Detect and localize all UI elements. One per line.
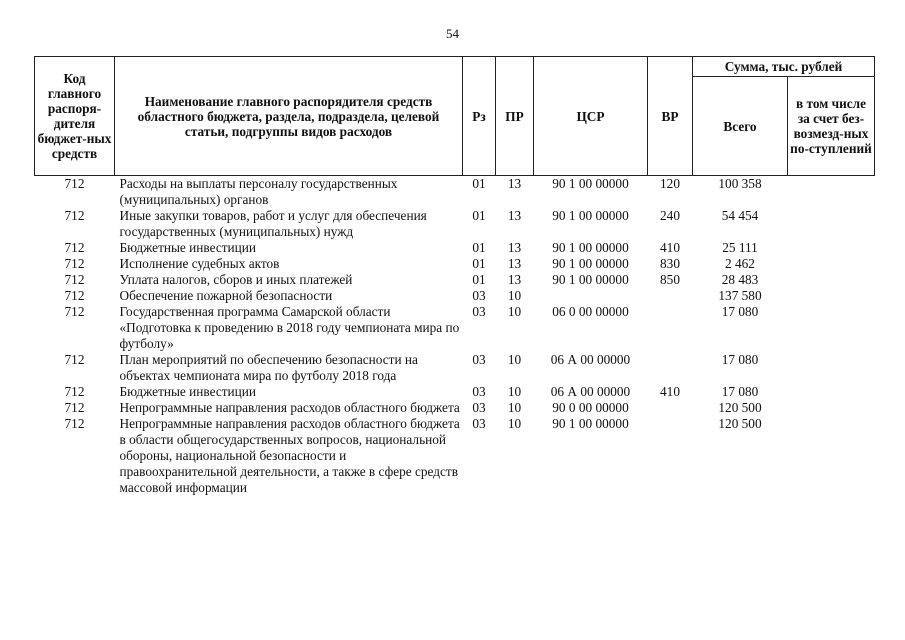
header-name: Наименование главного распорядителя средств областного бюджета, раздела, подраздела, целевой статьи, подгруппы видов расходов	[115, 57, 463, 176]
budget-table	[34, 56, 875, 496]
cell-vr	[648, 288, 693, 304]
cell-code: 712	[64, 256, 85, 271]
cell-rz: 01	[472, 272, 486, 287]
cell-vr: 410	[660, 240, 680, 255]
table-row	[35, 288, 875, 304]
cell-incl	[788, 384, 875, 400]
cell-incl	[788, 400, 875, 416]
header-sum: Сумма, тыс. рублей	[693, 57, 875, 77]
cell-name: Непрограммные направления расходов областного бюджета в области общегосударственных вопросов, национальной обороны, национальной безопасности и правоохранительной деятельности, а также в сфере средств массовой информации	[119, 416, 460, 495]
cell-csr: 06 0 00 00000	[552, 304, 629, 319]
cell-code: 712	[64, 240, 85, 255]
cell-rz: 01	[472, 176, 486, 191]
header-pr: ПР	[496, 57, 534, 176]
cell-name: Государственная программа Самарской области «Подготовка к проведению в 2018 году чемпионата мира по футболу»	[119, 304, 460, 351]
cell-csr: 90 1 00 00000	[552, 256, 629, 271]
page-number: 54	[446, 26, 459, 41]
header-csr: ЦСР	[534, 57, 648, 176]
cell-csr: 90 1 00 00000	[552, 416, 629, 431]
header-vr: ВР	[648, 57, 693, 176]
cell-pr: 10	[507, 400, 522, 415]
cell-pr: 13	[507, 240, 522, 255]
cell-rz: 03	[472, 416, 486, 431]
cell-incl	[788, 256, 875, 272]
cell-rz: 03	[472, 352, 486, 367]
cell-csr: 90 0 00 00000	[552, 400, 629, 415]
header-code: Код главного распоря-дителя бюджет-ных средств	[35, 57, 115, 176]
cell-pr: 10	[507, 416, 522, 431]
cell-rz: 01	[472, 256, 486, 271]
cell-csr: 06 А 00 00000	[550, 352, 631, 367]
header-rz: Рз	[463, 57, 496, 176]
cell-rz: 03	[472, 384, 486, 399]
cell-total: 25 111	[722, 240, 758, 255]
header-incl: в том числе за счет без-возмезд-ных по-ступлений	[788, 77, 875, 176]
cell-incl	[788, 288, 875, 304]
cell-name: Расходы на выплаты персоналу государственных (муниципальных) органов	[119, 176, 398, 207]
cell-name: Уплата налогов, сборов и иных платежей	[119, 272, 353, 287]
table-row	[35, 304, 875, 352]
cell-total: 120 500	[718, 400, 762, 415]
cell-incl	[788, 208, 875, 240]
cell-name: Иные закупки товаров, работ и услуг для обеспечения государственных (муниципальных) нужд	[119, 208, 427, 239]
cell-incl	[788, 304, 875, 352]
cell-vr	[648, 416, 693, 496]
cell-csr: 90 1 00 00000	[552, 208, 629, 223]
table-row	[35, 240, 875, 256]
cell-code: 712	[64, 416, 85, 431]
cell-code: 712	[64, 176, 85, 191]
cell-vr	[648, 304, 693, 352]
cell-vr: 830	[660, 256, 680, 271]
cell-rz: 03	[472, 304, 486, 319]
cell-code: 712	[64, 304, 85, 319]
cell-code: 712	[64, 384, 85, 399]
cell-csr: 90 1 00 00000	[552, 240, 629, 255]
cell-vr	[648, 352, 693, 384]
cell-rz: 01	[472, 208, 486, 223]
cell-pr: 13	[507, 272, 522, 287]
cell-total: 17 080	[721, 352, 759, 367]
cell-name: Исполнение судебных актов	[119, 256, 280, 271]
cell-code: 712	[64, 352, 85, 367]
cell-name: Бюджетные инвестиции	[119, 240, 257, 255]
cell-total: 100 358	[718, 176, 762, 191]
cell-code: 712	[64, 400, 85, 415]
cell-pr: 10	[507, 352, 522, 367]
cell-rz: 03	[472, 288, 486, 303]
table-row	[35, 416, 875, 496]
cell-vr	[648, 400, 693, 416]
cell-vr: 410	[660, 384, 680, 399]
cell-total: 54 454	[721, 208, 759, 223]
table-row	[35, 256, 875, 272]
cell-pr: 10	[507, 288, 522, 303]
cell-total: 120 500	[718, 416, 762, 431]
cell-incl	[788, 176, 875, 209]
cell-code: 712	[64, 272, 85, 287]
cell-incl	[788, 352, 875, 384]
cell-pr: 13	[507, 208, 522, 223]
table-row	[35, 352, 875, 384]
cell-total: 17 080	[721, 304, 759, 319]
cell-total: 2 462	[725, 256, 755, 271]
table-row	[35, 208, 875, 240]
cell-total: 137 580	[718, 288, 762, 303]
table-row	[35, 176, 875, 209]
cell-csr: 90 1 00 00000	[552, 272, 629, 287]
cell-code: 712	[64, 208, 85, 223]
cell-incl	[788, 240, 875, 256]
cell-total: 17 080	[721, 384, 759, 399]
cell-csr	[534, 288, 648, 304]
table-row	[35, 272, 875, 288]
cell-pr: 13	[507, 256, 522, 271]
cell-pr: 10	[507, 304, 522, 319]
table-row	[35, 384, 875, 400]
cell-total: 28 483	[721, 272, 759, 287]
cell-rz: 01	[472, 240, 486, 255]
cell-rz: 03	[472, 400, 486, 415]
table-body	[35, 176, 875, 497]
cell-name: План мероприятий по обеспечению безопасности на объектах чемпионата мира по футболу 2018 года	[119, 352, 418, 383]
cell-vr: 120	[660, 176, 680, 191]
cell-code: 712	[64, 288, 85, 303]
cell-csr: 90 1 00 00000	[552, 176, 629, 191]
header-total: Всего	[693, 77, 788, 176]
cell-name: Непрограммные направления расходов областного бюджета	[119, 400, 460, 415]
table-row	[35, 400, 875, 416]
cell-vr: 850	[660, 272, 680, 287]
cell-csr: 06 А 00 00000	[550, 384, 631, 399]
cell-pr: 10	[507, 384, 522, 399]
cell-incl	[788, 416, 875, 496]
cell-name: Бюджетные инвестиции	[119, 384, 257, 399]
cell-vr: 240	[660, 208, 680, 223]
cell-incl	[788, 272, 875, 288]
cell-pr: 13	[507, 176, 522, 191]
cell-name: Обеспечение пожарной безопасности	[119, 288, 333, 303]
